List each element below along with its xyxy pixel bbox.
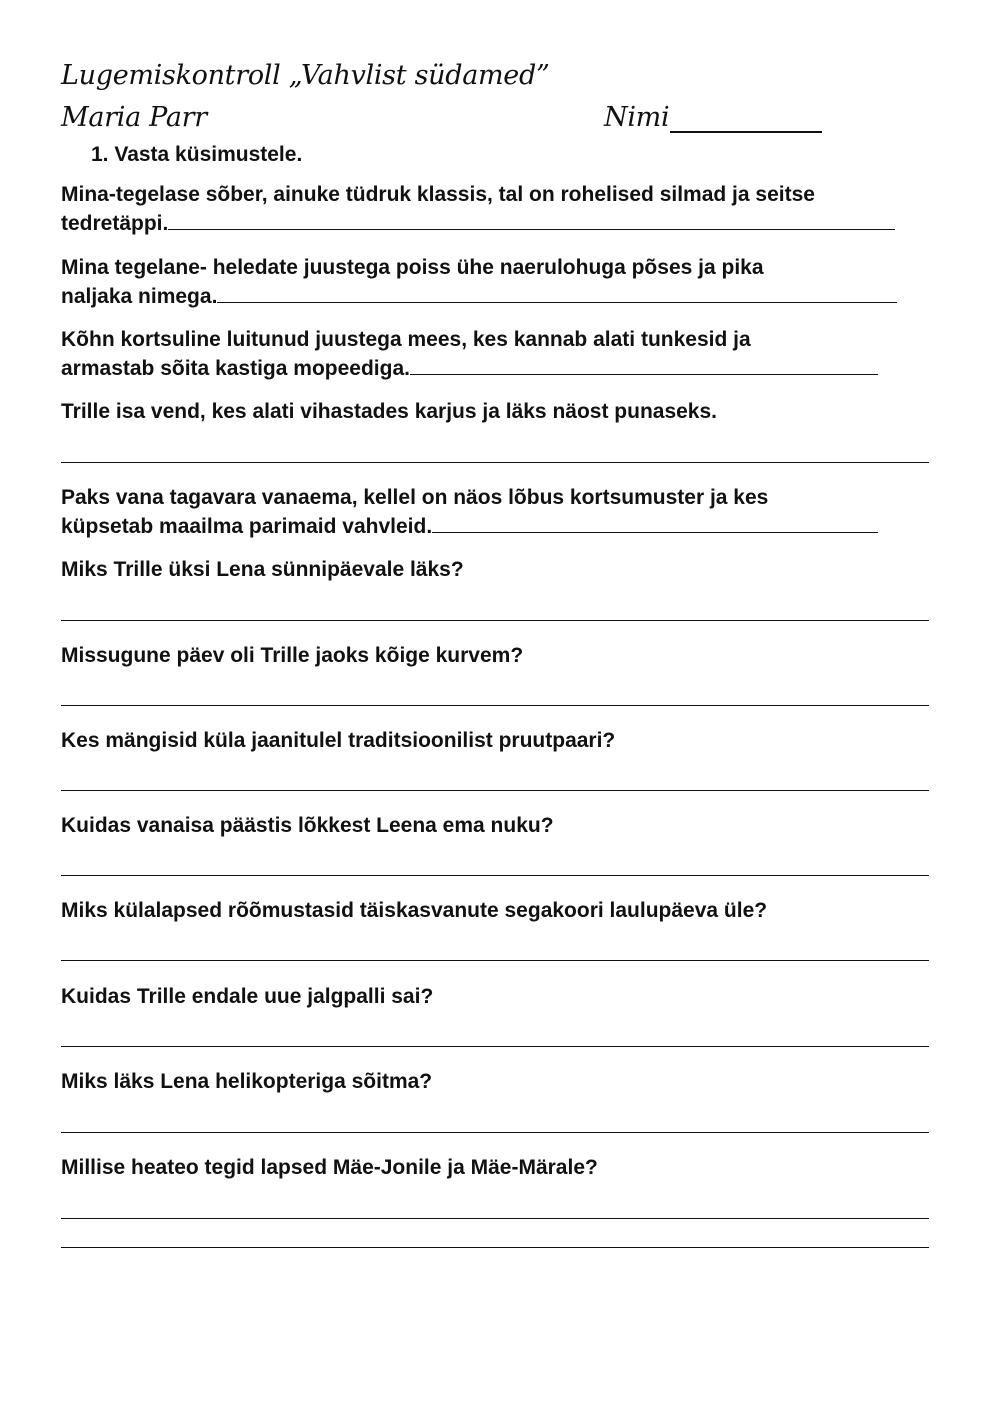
question-9: Kuidas vanaisa päästis lõkkest Leena ema nuku? [61,814,554,837]
answer-line-12[interactable] [61,1132,929,1133]
question-2-line2 [61,282,897,311]
name-answer-line[interactable] [670,131,822,133]
question-11: Kuidas Trille endale uue jalgpalli sai? [61,985,434,1008]
question-3-line1: Kõhn kortsuline luitunud juustega mees, kes kannab alati tunkesid ja [61,328,751,351]
question-1-line1: Mina-tegelase sõber, ainuke tüdruk klassis, tal on rohelised silmad ja seitse [61,183,815,206]
answer-line-2[interactable] [217,282,897,303]
question-2-text: naljaka nimega. [61,285,218,308]
answer-line-6[interactable] [61,620,929,621]
question-8: Kes mängisid küla jaanitulel traditsioonilist pruutpaari? [61,729,616,752]
question-10: Miks külalapsed rõõmustasid täiskasvanute segakoori laulupäeva üle? [61,899,768,922]
answer-line-7[interactable] [61,705,929,706]
answer-line-8[interactable] [61,790,929,791]
answer-line-13b[interactable] [61,1247,929,1248]
question-4: Trille isa vend, kes alati vihastades karjus ja läks näost punaseks. [61,400,718,423]
question-7: Missugune päev oli Trille jaoks kõige kurvem? [61,644,524,667]
answer-line-3[interactable] [410,354,878,375]
name-label: Nimi [604,102,670,133]
answer-line-4[interactable] [61,462,929,463]
question-5-line1: Paks vana tagavara vanaema, kellel on näos lõbus kortsumuster ja kes [61,486,769,509]
question-2-line1: Mina tegelane- heledate juustega poiss ühe naerulohuga põses ja pika [61,256,764,279]
question-1-line2 [61,209,895,238]
page-title: Lugemiskontroll „Vahvlist südamed” [61,60,550,91]
question-1-text: tedretäppi. [61,212,169,235]
answer-line-10[interactable] [61,960,929,961]
question-12: Miks läks Lena helikopteriga sõitma? [61,1070,433,1093]
answer-line-1[interactable] [168,209,895,230]
question-6: Miks Trille üksi Lena sünnipäevale läks? [61,558,464,581]
question-5-line2 [61,512,878,541]
question-5-text: küpsetab maailma parimaid vahvleid. [61,515,433,538]
question-13: Millise heateo tegid lapsed Mäe-Jonile ja Mäe-Märale? [61,1156,598,1179]
author-name: Maria Parr [61,102,207,133]
answer-line-5[interactable] [432,512,878,533]
answer-line-9[interactable] [61,875,929,876]
question-3-text: armastab sõita kastiga mopeediga. [61,357,410,380]
question-3-line2 [61,354,878,383]
instruction-text: 1. Vasta küsimustele. [91,143,303,166]
answer-line-13a[interactable] [61,1218,929,1219]
answer-line-11[interactable] [61,1046,929,1047]
